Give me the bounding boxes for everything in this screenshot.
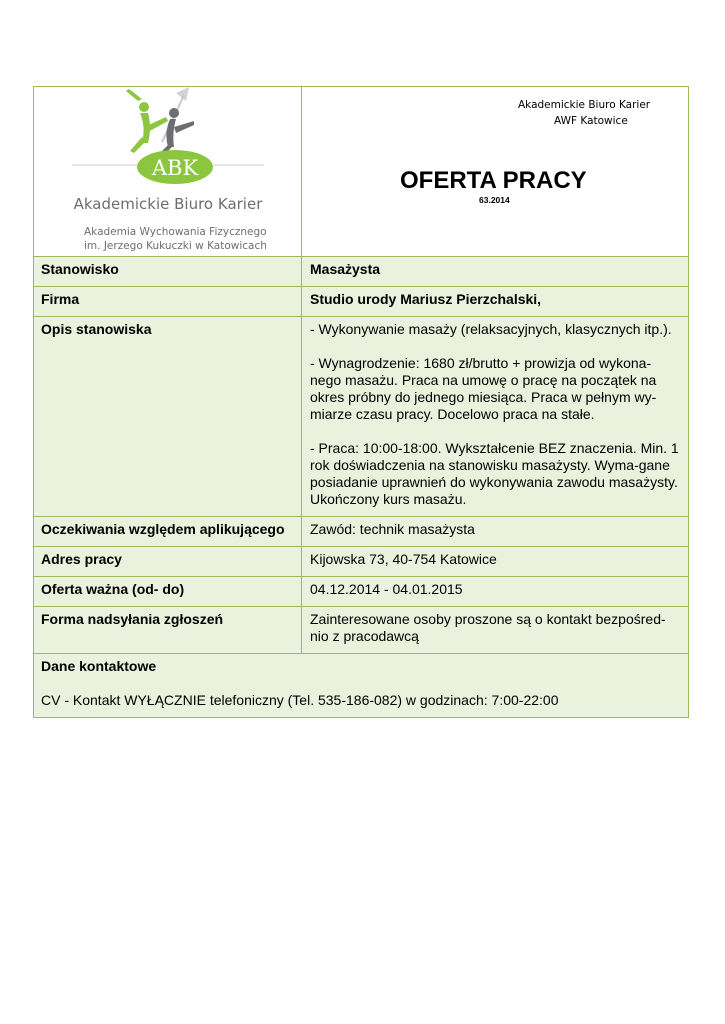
header-row bbox=[34, 87, 688, 257]
row-label: Oferta ważna (od- do) bbox=[34, 577, 302, 606]
logo-acronym: ABK bbox=[151, 156, 199, 180]
row-application-method bbox=[34, 607, 688, 654]
logo-cell bbox=[34, 87, 302, 256]
logo-line2: im. Jerzego Kukuczki w Katowicach bbox=[84, 240, 267, 252]
row-value: Zawód: technik masażysta bbox=[310, 521, 475, 537]
description-paragraph: - Wykonywanie masaży (relaksacyjnych, klasycznych itp.). bbox=[310, 321, 672, 337]
contact-value: CV - Kontakt WYŁĄCZNIE telefoniczny (Tel. 535-186-082) w godzinach: 7:00-22:00 bbox=[41, 692, 559, 708]
row-label: Adres pracy bbox=[34, 547, 302, 576]
row-contact bbox=[34, 654, 688, 717]
row-value: Masażysta bbox=[310, 261, 381, 277]
row-validity bbox=[34, 577, 688, 607]
job-offer-table bbox=[33, 86, 689, 718]
description-paragraph: - Praca: 10:00-18:00. Wykształcenie BEZ znaczenia. Min. 1 rok doświadczenia na stanowisku masażysty. Wyma-gane posiadanie uprawnień do wykonywania zawodu masażysty. Ukończony kurs masażu. bbox=[310, 440, 679, 507]
logo-name: Akademickie Biuro Karier bbox=[73, 195, 263, 213]
row-position bbox=[34, 257, 688, 287]
contact-label: Dane kontaktowe bbox=[41, 658, 157, 674]
offer-number: 63.2014 bbox=[479, 195, 510, 205]
description-paragraph: - Wynagrodzenie: 1680 zł/brutto + prowizja od wykona-nego masażu. Praca na umowę o pracę na początek na okres próbny do jednego miesiąca. Praca w pełnym wy-miarze czasu pracy. Docelowo praca na stałe. bbox=[310, 355, 657, 422]
org-line2: AWF Katowice bbox=[554, 115, 628, 127]
org-line1: Akademickie Biuro Karier bbox=[518, 99, 651, 111]
row-label: Oczekiwania względem aplikującego bbox=[34, 517, 302, 546]
row-company bbox=[34, 287, 688, 317]
row-value: Zainteresowane osoby proszone są o kontakt bezpośred-nio z pracodawcą bbox=[310, 611, 666, 644]
offer-title: OFERTA PRACY bbox=[400, 167, 587, 194]
row-label: Forma nadsyłania zgłoszeń bbox=[34, 607, 302, 653]
row-value: Studio urody Mariusz Pierzchalski, bbox=[310, 291, 542, 307]
row-label: Opis stanowiska bbox=[34, 317, 302, 516]
row-expectations bbox=[34, 517, 688, 547]
row-value: Kijowska 73, 40-754 Katowice bbox=[310, 551, 497, 567]
row-value: 04.12.2014 - 04.01.2015 bbox=[310, 581, 463, 597]
row-label: Firma bbox=[34, 287, 302, 316]
abk-logo bbox=[34, 87, 302, 256]
row-label: Stanowisko bbox=[34, 257, 302, 286]
row-value bbox=[302, 317, 688, 516]
logo-line1: Akademia Wychowania Fizycznego bbox=[84, 226, 267, 238]
row-address bbox=[34, 547, 688, 577]
row-description bbox=[34, 317, 688, 517]
offer-info-cell bbox=[302, 87, 688, 256]
